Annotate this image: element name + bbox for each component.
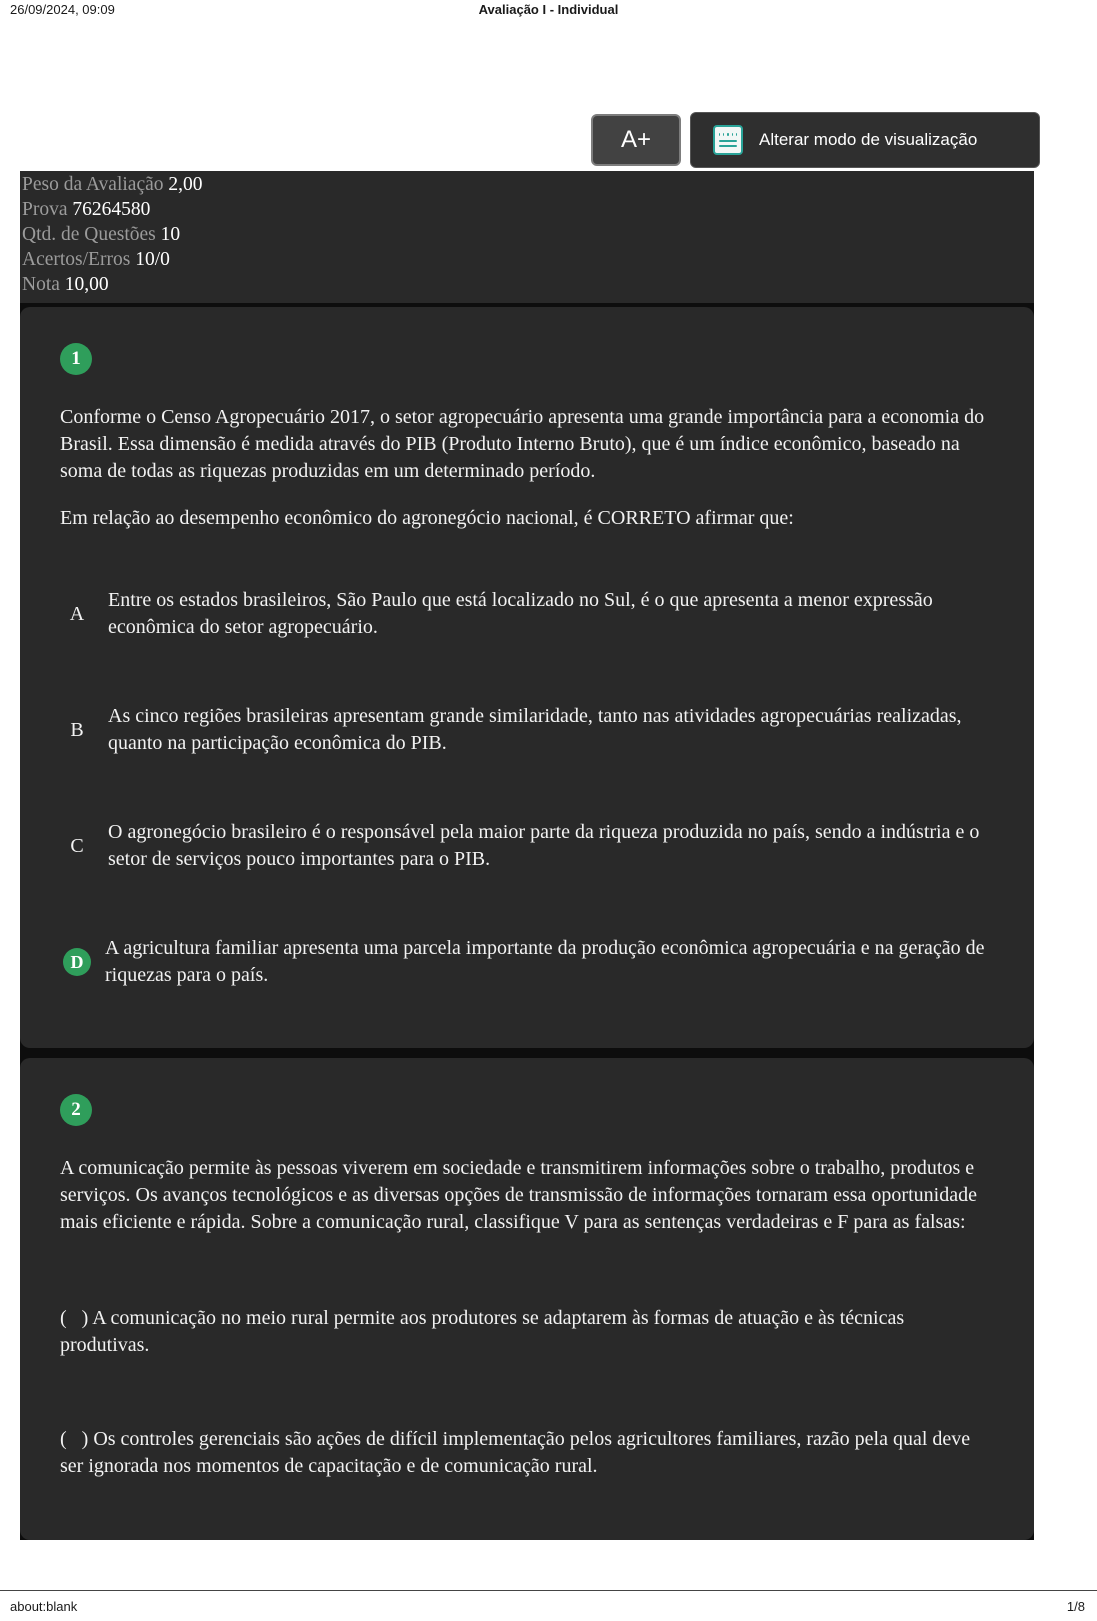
view-mode-label: Alterar modo de visualização — [759, 130, 978, 149]
print-footer — [0, 1590, 1097, 1621]
summary-value: 10,00 — [64, 274, 109, 295]
summary-label: Acertos/Erros — [22, 249, 136, 270]
summary-value: 10/0 — [135, 249, 170, 270]
summary-label: Qtd. de Questões — [22, 224, 161, 245]
question-card-2 — [20, 1058, 1034, 1540]
view-mode-button[interactable] — [690, 112, 1040, 168]
summary-label: Peso da Avaliação — [22, 174, 169, 195]
option-letter: A — [69, 602, 85, 625]
question-number: 2 — [71, 1099, 81, 1120]
option-b — [60, 703, 994, 757]
question-number: 1 — [71, 348, 81, 369]
summary-value: 2,00 — [168, 174, 203, 195]
assessment-content — [20, 171, 1034, 1540]
print-datetime: 26/09/2024, 09:09 — [10, 2, 115, 17]
summary-row-acertos — [22, 247, 1026, 272]
footer-url: about:blank — [10, 1599, 78, 1614]
option-letter: B — [70, 718, 84, 741]
summary-label: Prova — [22, 199, 73, 220]
option-text: A agricultura familiar apresenta uma parcela importante da produção econômica agropecuária e na geração de riquezas para o país. — [105, 937, 985, 986]
option-text: As cinco regiões brasileiras apresentam grande similaridade, tanto nas atividades agropecuárias realizadas, quanto na participação econômica do PIB. — [108, 705, 962, 754]
font-increase-label: A+ — [620, 126, 652, 153]
question-number-badge — [60, 343, 92, 375]
option-d-selected — [60, 935, 994, 989]
summary-row-questoes — [22, 222, 1026, 247]
font-increase-button[interactable] — [591, 114, 681, 166]
summary-value: 76264580 — [72, 199, 151, 220]
summary-value: 10 — [160, 224, 181, 245]
option-text: O agronegócio brasileiro é o responsável pela maior parte da riqueza produzida no país, sendo a indústria e o setor de serviços pouco importantes para o PIB. — [108, 821, 980, 870]
summary-label: Nota — [22, 274, 65, 295]
option-letter: C — [70, 834, 84, 857]
summary-row-nota — [22, 272, 1026, 297]
question-intro: Conforme o Censo Agropecuário 2017, o setor agropecuário apresenta uma grande importância para a economia do Brasil. Essa dimensão é medida através do PIB (Produto Interno Bruto), que é um índice econômico, baseado na soma de todas as riquezas produzidas em um determinado período. — [60, 406, 985, 482]
print-header — [0, 0, 1097, 18]
option-c — [60, 819, 994, 873]
question-number-badge — [60, 1094, 92, 1126]
summary-row-prova — [22, 197, 1026, 222]
question-prompt: Em relação ao desempenho econômico do agronegócio nacional, é CORRETO afirmar que: — [60, 507, 794, 529]
option-a — [60, 587, 994, 641]
statement-1: ( ) A comunicação no meio rural permite aos produtores se adaptarem às formas de atuação e às técnicas produtivas. — [60, 1307, 905, 1356]
selected-option-badge: D — [63, 948, 91, 976]
assessment-summary — [20, 171, 1034, 303]
footer-page-number: 1/8 — [1066, 1599, 1085, 1614]
question-intro: A comunicação permite às pessoas viverem em sociedade e transmitirem informações sobre o trabalho, produtos e serviços. Os avanços tecnológicos e as diversas opções de transmissão de informações tornaram essa oportunidade mais eficiente e rápida. Sobre a comunicação rural, classifique V para as sentenças verdadeiras e F para as falsas: — [60, 1157, 977, 1233]
list-view-icon — [713, 125, 743, 155]
summary-row-peso — [22, 172, 1026, 197]
statement-2: ( ) Os controles gerenciais são ações de difícil implementação pelos agricultores familiares, razão pela qual deve ser ignorada nos momentos de capacitação e de comunicação rural. — [60, 1428, 971, 1477]
page-title: Avaliação I - Individual — [478, 2, 619, 17]
option-text: Entre os estados brasileiros, São Paulo que está localizado no Sul, é o que apresenta a menor expressão econômica do setor agropecuário. — [108, 589, 933, 638]
question-card-1 — [20, 307, 1034, 1048]
